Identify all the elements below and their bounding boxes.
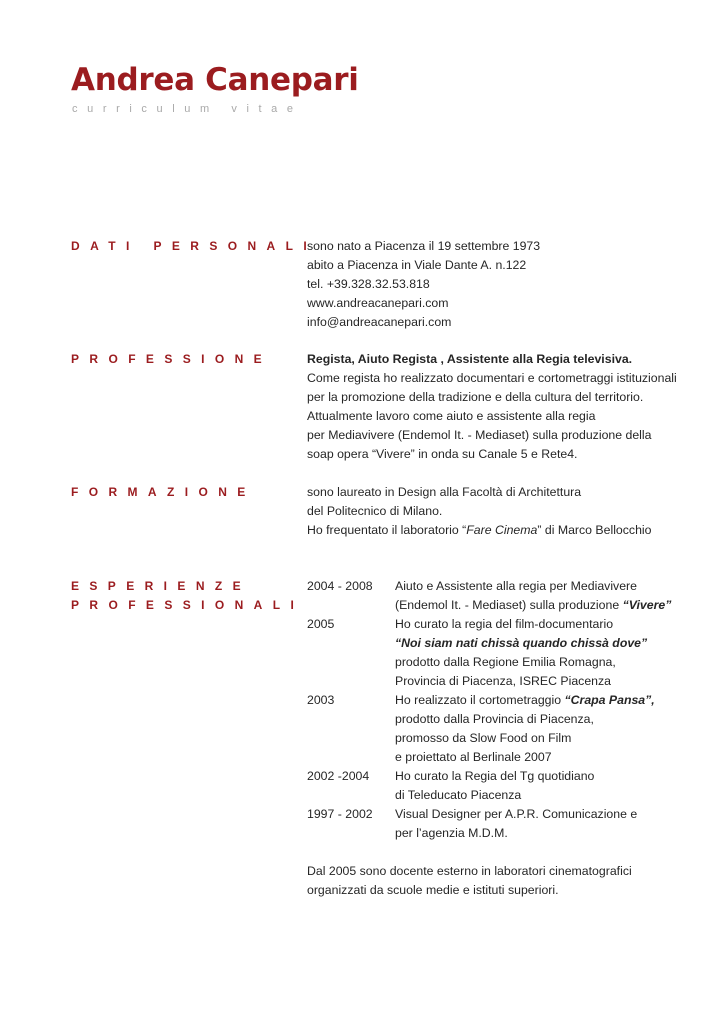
experience-desc — [395, 805, 637, 843]
website-line: www.andreacanepari.com — [307, 296, 449, 310]
experience-line: per l’agenzia M.D.M. — [395, 826, 508, 840]
experience-entry — [307, 577, 671, 615]
experience-entry — [307, 767, 671, 805]
experience-line: promosso da Slow Food on Film — [395, 731, 572, 745]
esperienze-list — [307, 577, 671, 843]
formazione-line: del Politecnico di Milano. — [307, 504, 443, 518]
experience-desc — [395, 577, 671, 615]
experience-line — [395, 691, 655, 710]
formazione-line: sono laureato in Design alla Facoltà di Architettura — [307, 485, 582, 499]
experience-line-pre: (Endemol It. - Mediaset) sulla produzione — [395, 598, 623, 612]
experience-line: Aiuto e Assistente alla regia per Mediavivere — [395, 579, 637, 593]
experience-desc — [395, 691, 655, 767]
professione-line: Come regista ho realizzato documentari e cortometraggi istituzionali — [307, 371, 677, 385]
formazione-line3-pre: Ho frequentato il laboratorio “ — [307, 523, 467, 537]
name-title: Andrea Canepari — [71, 62, 359, 98]
teaching-note — [307, 862, 632, 900]
address-line: abito a Piacenza in Viale Dante A. n.122 — [307, 258, 527, 272]
experience-title: “Noi siam nati chissà quando chissà dove” — [395, 636, 648, 650]
experience-desc — [395, 615, 647, 691]
professione-line: soap opera “Vivere” in onda su Canale 5 e Rete4. — [307, 447, 578, 461]
email-line: info@andreacanepari.com — [307, 315, 452, 329]
experience-line: Ho curato la Regia del Tg quotidiano — [395, 769, 595, 783]
section-label-dati-personali: DATI PERSONALI — [71, 239, 318, 253]
birth-line: sono nato a Piacenza il 19 settembre 1973 — [307, 239, 541, 253]
experience-line: Visual Designer per A.P.R. Comunicazione e — [395, 807, 638, 821]
experience-line: prodotto dalla Provincia di Piacenza, — [395, 712, 594, 726]
experience-entry — [307, 691, 671, 767]
experience-line-pre: Ho realizzato il cortometraggio — [395, 693, 565, 707]
experience-entry — [307, 615, 671, 691]
experience-year: 2004 - 2008 — [307, 579, 373, 593]
experience-line: Ho curato la regia del film-documentario — [395, 617, 614, 631]
experience-line: Provincia di Piacenza, ISREC Piacenza — [395, 674, 611, 688]
experience-line: di Teleducato Piacenza — [395, 788, 522, 802]
professione-line: per Mediavivere (Endemol It. - Mediaset) sulla produzione della — [307, 428, 652, 442]
section-label-professione: PROFESSIONE — [71, 352, 273, 366]
experience-entry — [307, 805, 671, 843]
experience-title: “Crapa Pansa”, — [564, 693, 655, 707]
experience-year: 2002 -2004 — [307, 769, 370, 783]
formazione-line — [307, 521, 651, 540]
phone-line: tel. +39.328.32.53.818 — [307, 277, 430, 291]
experience-year: 2005 — [307, 617, 335, 631]
dati-personali-content — [307, 237, 540, 332]
experience-year: 1997 - 2002 — [307, 807, 373, 821]
professione-headline: Regista, Aiuto Regista , Assistente alla Regia televisiva. — [307, 352, 633, 366]
fare-cinema-title: Fare Cinema — [466, 523, 538, 537]
professione-content — [307, 350, 677, 464]
teaching-line: organizzati da scuole medie e istituti superiori. — [307, 883, 559, 897]
experience-line: prodotto dalla Regione Emilia Romagna, — [395, 655, 616, 669]
teaching-line: Dal 2005 sono docente esterno in laboratori cinematografici — [307, 864, 632, 878]
formazione-content — [307, 483, 651, 540]
experience-line — [395, 596, 671, 615]
formazione-line3-post: ” di Marco Bellocchio — [537, 523, 652, 537]
section-label-formazione: FORMAZIONE — [71, 485, 256, 499]
subtitle: curriculum vitae — [72, 103, 303, 115]
experience-title: “Vivere” — [622, 598, 672, 612]
professione-line: Attualmente lavoro come aiuto e assistente alla regia — [307, 409, 596, 423]
section-label-esperienze-line1: ESPERIENZE — [71, 579, 252, 593]
section-label-esperienze — [71, 577, 304, 615]
professione-line: per la promozione della tradizione e della cultura del territorio. — [307, 390, 644, 404]
section-label-esperienze-line2: PROFESSIONALI — [71, 598, 305, 612]
experience-desc — [395, 767, 594, 805]
experience-year: 2003 — [307, 693, 335, 707]
experience-line: e proiettato al Berlinale 2007 — [395, 750, 552, 764]
